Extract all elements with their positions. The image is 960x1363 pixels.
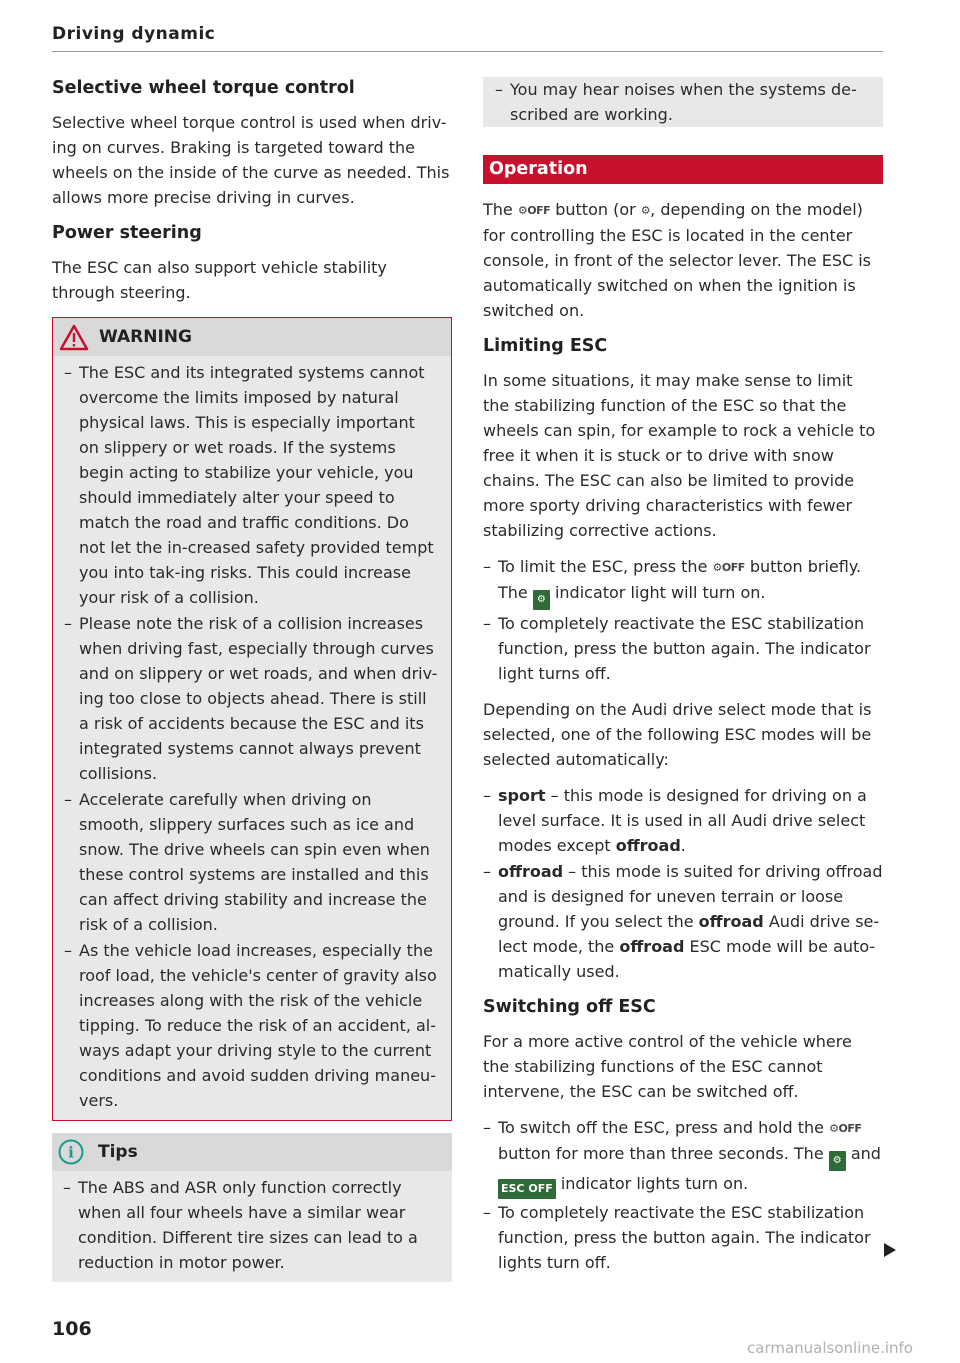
limiting-esc-heading: Limiting ESC [483, 336, 608, 356]
warning-body [53, 356, 451, 1120]
note-item: – You may hear noises when the systems de-scribed are working. [495, 77, 871, 127]
switching-off-paragraph: For a more active control of the vehicle where the stabilizing functions of the ESC cannot intervene, the ESC can be switched off. [483, 1032, 852, 1101]
warning-box [52, 317, 452, 1121]
warning-item: – The ESC and its integrated systems cannot overcome the limits imposed by natural physical laws. This is especially important on slippery or wet roads. If the systems begin acting to stabilize your vehicle, you should immediately alter your speed to match the road and traffic conditions. Do not let the in-creased safety provided tempt you into tak-ing risks. This could increase your risk of a collision. [64, 360, 439, 610]
offroad-mode-item: – offroad – this mode is suited for driving offroad and is designed for uneven terrain or loose ground. If you select the offroad Audi drive se-lect mode, the offroad ESC mode will be auto-matically used. [483, 859, 883, 984]
warning-header [53, 318, 451, 356]
left-column [52, 76, 452, 1282]
esc-off-button-icon: ⚙OFF [712, 561, 745, 574]
tips-item: – The ABS and ASR only function correctly when all four wheels have a similar wear condition. Different tire sizes can lead to a reduction in motor power. [63, 1175, 440, 1275]
esc-indicator-icon: ⚙ [533, 590, 550, 610]
right-column [483, 76, 883, 1276]
tips-body [52, 1171, 452, 1282]
modes-paragraph: Depending on the Audi drive select mode that is selected, one of the following ESC modes will be selected automatically: [483, 700, 872, 769]
continue-arrow-icon [884, 1243, 896, 1257]
operation-heading: Operation [483, 155, 883, 184]
page-number: 106 [52, 1318, 92, 1340]
esc-indicator-icon: ⚙ [829, 1151, 846, 1171]
header-divider [52, 51, 883, 52]
power-steering-heading: Power steering [52, 223, 202, 243]
swtc-paragraph: Selective wheel torque control is used when driv-ing on curves. Braking is targeted toward the wheels on the inside of the curve as needed. This allows more precise driving in curves. [52, 113, 450, 207]
sport-mode-item: – sport – this mode is designed for driving on a level surface. It is used in all Audi drive select modes except offroad. [483, 783, 883, 858]
tips-box [52, 1133, 452, 1282]
esc-off-indicator-icon: ESC OFF [498, 1179, 556, 1199]
limiting-esc-paragraph: In some situations, it may make sense to limit the stabilizing function of the ESC so that the wheels can spin, for example to rock a vehicle to free it when it is stuck or to drive with snow chains. The ESC can also be limited to provide more sporty driving characteristics with fewer stabilizing corrective actions. [483, 371, 876, 540]
warning-item: – Accelerate carefully when driving on smooth, slippery surfaces such as ice and snow. The drive wheels can spin even when these control systems are installed and this can affect driving stability and increase the risk of a collision. [64, 787, 439, 937]
warning-item: – As the vehicle load increases, especially the roof load, the vehicle's center of gravity also increases along with the risk of the vehicle tipping. To reduce the risk of an accident, al-ways adapt your driving style to the current conditions and avoid sudden driving maneu-vers. [64, 938, 439, 1113]
note-box [483, 77, 883, 127]
info-icon [58, 1139, 84, 1165]
swtc-heading: Selective wheel torque control [52, 78, 355, 98]
operation-paragraph: The ⚙OFF button (or ⚙, depending on the model) for controlling the ESC is located in the center console, in front of the selector lever. The ESC is automatically switched on when the ignition is switched on. [483, 200, 872, 320]
tips-header [52, 1133, 452, 1171]
watermark: carmanualsonline.info [747, 1339, 913, 1357]
esc-off-button-icon: ⚙OFF [517, 204, 551, 217]
section-header: Driving dynamic [52, 24, 216, 44]
tips-title: Tips [98, 1141, 138, 1162]
esc-off-button-icon: ⚙OFF [829, 1122, 862, 1135]
svg-text:i: i [68, 1143, 74, 1162]
power-steering-paragraph: The ESC can also support vehicle stability through steering. [52, 258, 387, 302]
limiting-step: – To limit the ESC, press the ⚙OFF button briefly. The ⚙ indicator light will turn on. [483, 554, 883, 610]
limiting-step: – To completely reactivate the ESC stabilization function, press the button again. The indicator light turns off. [483, 611, 883, 686]
esc-alt-button-icon: ⚙ [640, 204, 651, 217]
warning-title: WARNING [99, 326, 192, 347]
switch-off-step: – To switch off the ESC, press and hold the ⚙OFF button for more than three seconds. The ⚙ and ESC OFF indicator lights turn on. [483, 1115, 883, 1199]
warning-triangle-icon [59, 324, 89, 351]
switching-off-esc-heading: Switching off ESC [483, 997, 656, 1017]
warning-item: – Please note the risk of a collision increases when driving fast, especially through curves and on slippery or wet roads, and when driv-ing too close to objects ahead. There is still a risk of accidents because the ESC and its integrated systems cannot always prevent collisions. [64, 611, 439, 786]
switch-off-step: – To completely reactivate the ESC stabilization function, press the button again. The indicator lights turn off. [483, 1200, 883, 1275]
